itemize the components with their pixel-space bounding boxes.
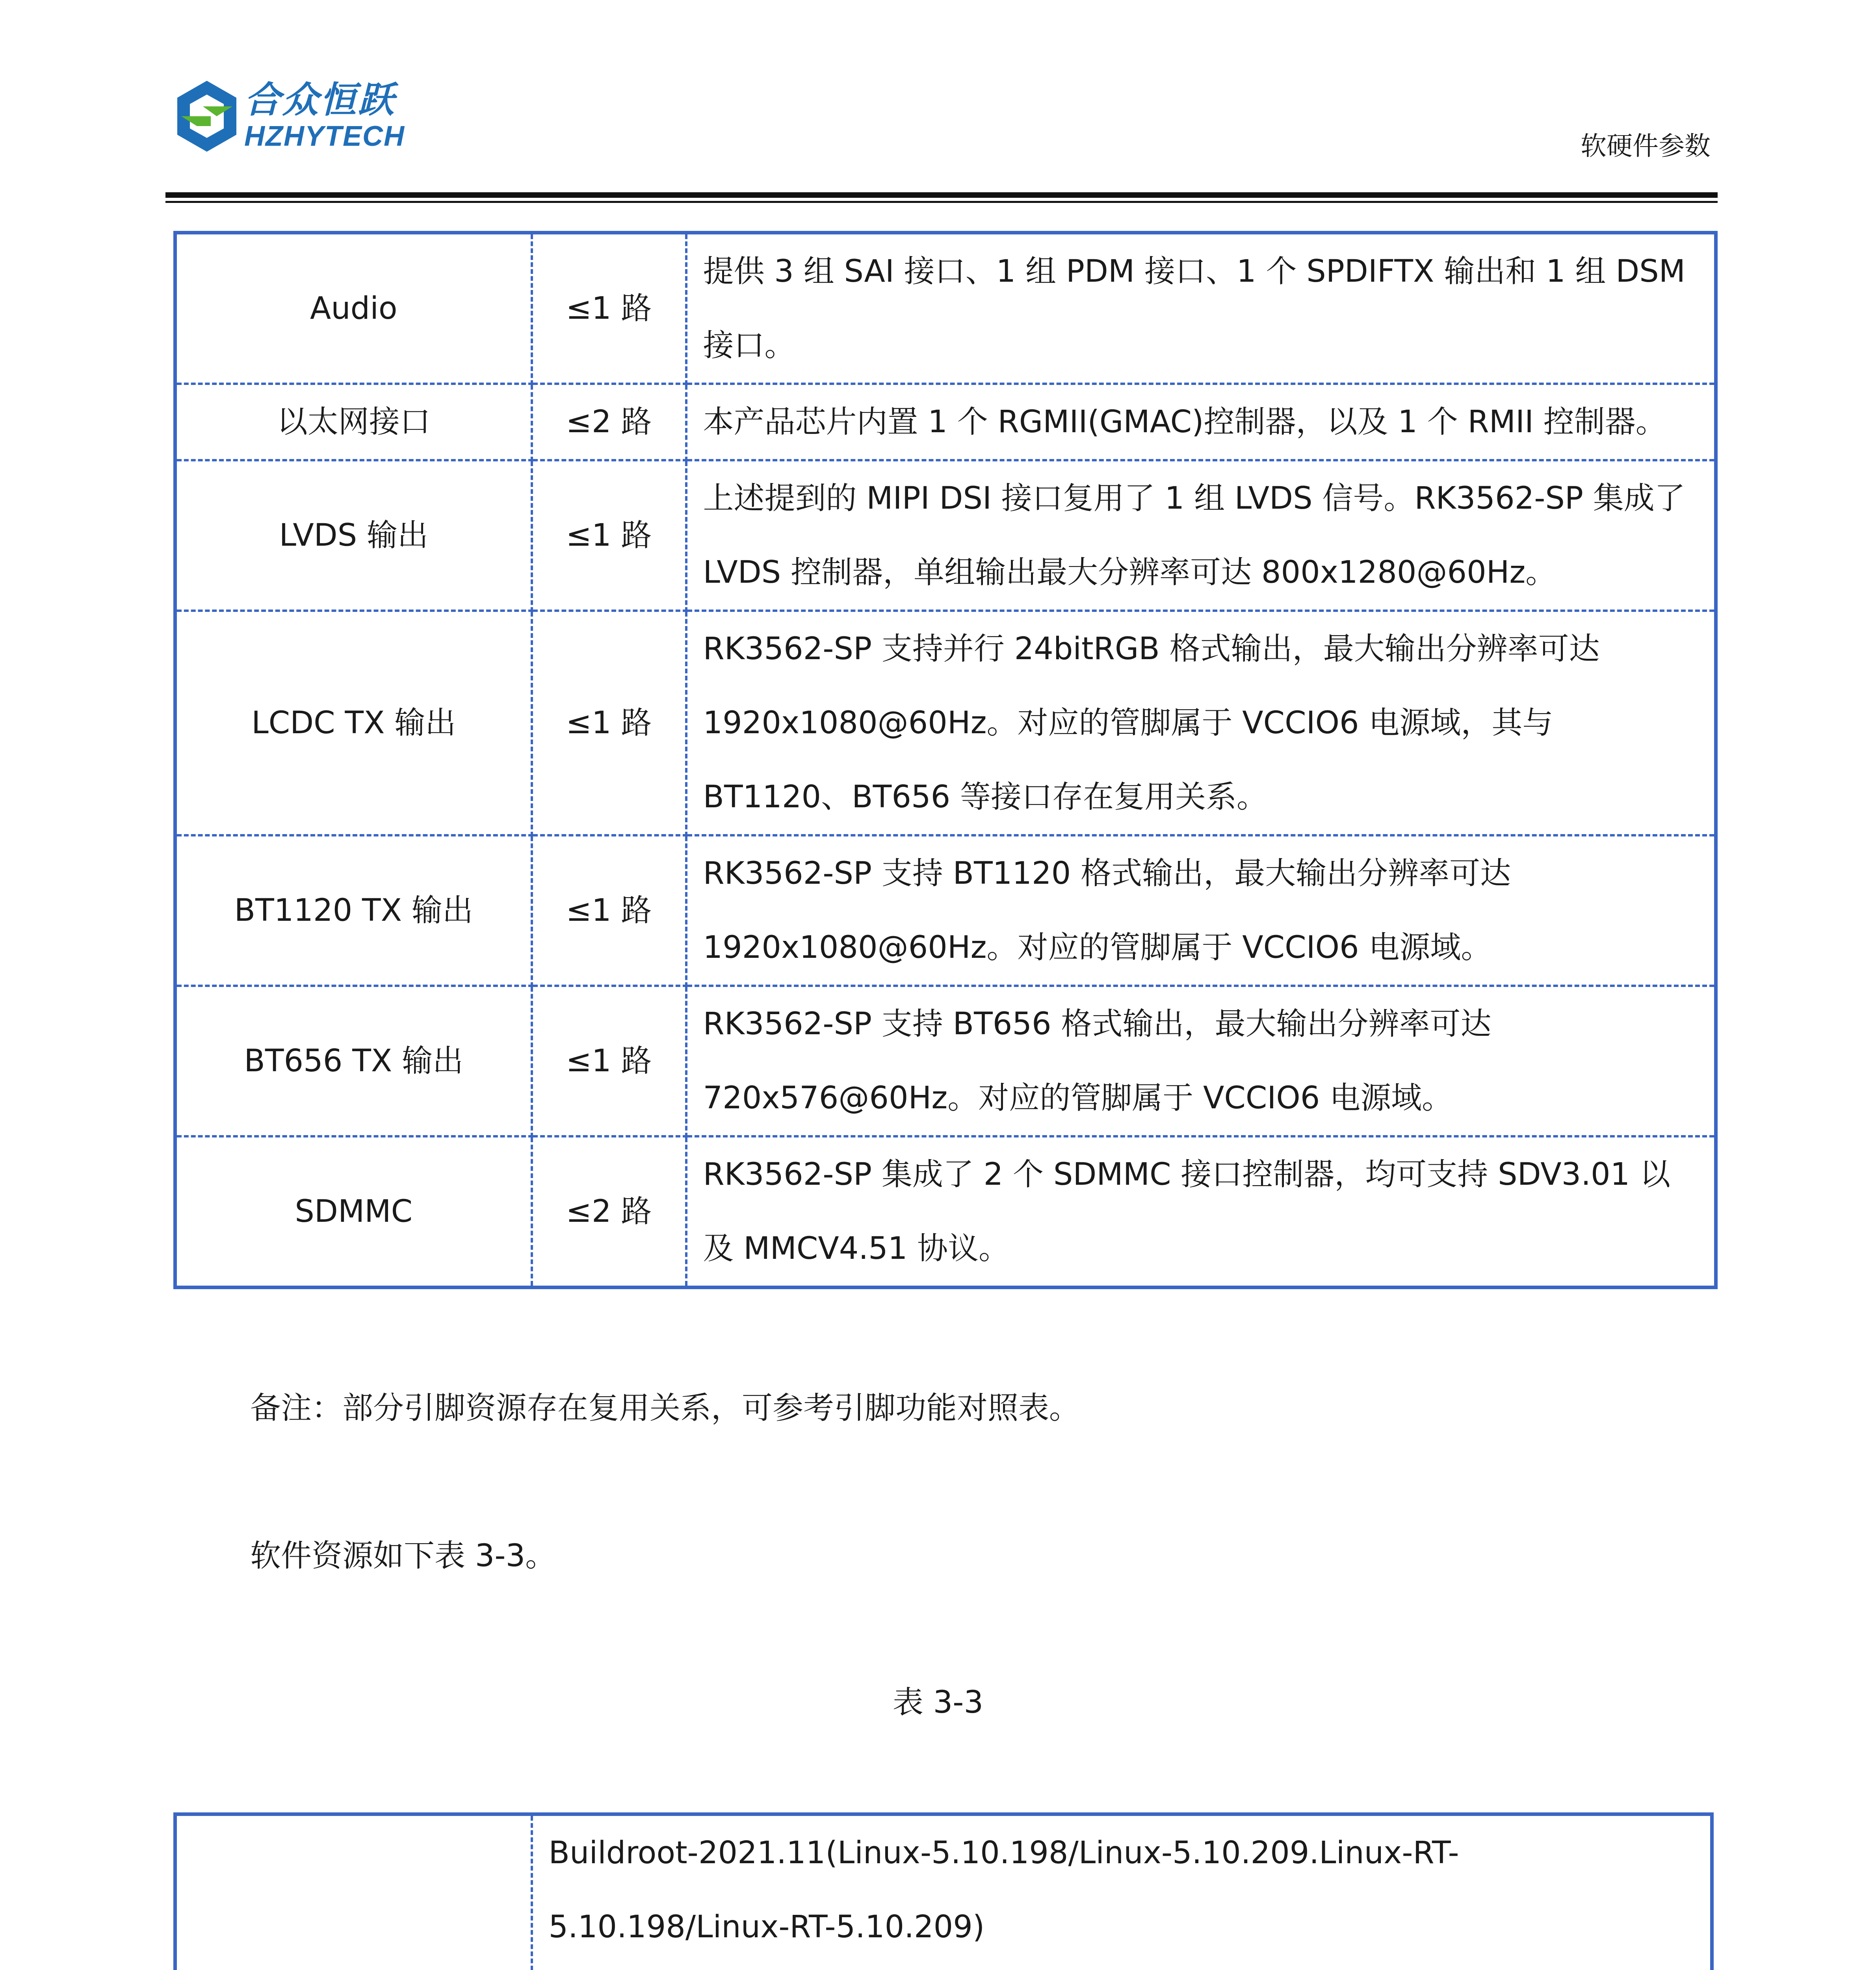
section-title: 软硬件参数: [1581, 131, 1711, 161]
table-row: [175, 611, 1716, 835]
logo-mark-icon: [173, 79, 240, 154]
row-desc: RK3562-SP 支持 BT1120 格式输出，最大输出分辨率可达 1920x1080@60Hz。对应的管脚属于 VCCIO6 电源域。: [686, 835, 1716, 986]
company-logo: [173, 79, 465, 158]
row-count: ≤1 路: [532, 233, 686, 384]
row-desc: RK3562-SP 集成了 2 个 SDMMC 接口控制器，均可支持 SDV3.01 以及 MMCV4.51 协议。: [686, 1136, 1716, 1288]
row-desc: 本产品芯片内置 1 个 RGMII(GMAC)控制器，以及 1 个 RMII 控制器。: [686, 384, 1716, 460]
row-count: ≤1 路: [532, 835, 686, 986]
row-name: 以太网接口: [175, 384, 532, 460]
table-row: [175, 1814, 1712, 1970]
header-rule-thick: [165, 192, 1718, 198]
os-line: [549, 1964, 1695, 1970]
table-row: [175, 835, 1716, 986]
row-name: LVDS 输出: [175, 460, 532, 611]
hardware-table: [173, 231, 1718, 1289]
row-name: Audio: [175, 233, 532, 384]
table-row: [175, 384, 1716, 460]
row-desc: 提供 3 组 SAI 接口、1 组 PDM 接口、1 个 SPDIFTX 输出和 1 组 DSM 接口。: [686, 233, 1716, 384]
row-count: ≤1 路: [532, 986, 686, 1136]
row-name: LCDC TX 输出: [175, 611, 532, 835]
row-name: BT1120 TX 输出: [175, 835, 532, 986]
logo-en-text: HZHYTECH: [244, 121, 405, 152]
row-desc: 上述提到的 MIPI DSI 接口复用了 1 组 LVDS 信号。RK3562-SP 集成了 LVDS 控制器，单组输出最大分辨率可达 800x1280@60Hz。: [686, 460, 1716, 611]
row-name: SDMMC: [175, 1136, 532, 1288]
logo-cn-text: 合众恒跃: [244, 79, 396, 121]
row-count: ≤2 路: [532, 1136, 686, 1288]
row-desc: RK3562-SP 支持并行 24bitRGB 格式输出，最大输出分辨率可达 1920x1080@60Hz。对应的管脚属于 VCCIO6 电源域，其与 BT1120、BT656 等接口存在复用关系。: [686, 611, 1716, 835]
os-line: Buildroot-2021.11(Linux-5.10.198/Linux-5.10.209.Linux-RT-5.10.198/Linux-RT-5.10.209): [548, 1835, 1459, 1945]
software-intro-text: 软件资源如下表 3-3。: [250, 1538, 556, 1574]
table-row: [175, 233, 1716, 384]
os-label: [175, 1814, 532, 1970]
table-row: [175, 986, 1716, 1136]
row-name: BT656 TX 输出: [175, 986, 532, 1136]
os-values: [532, 1814, 1712, 1970]
table-row: [175, 1136, 1716, 1288]
row-count: ≤1 路: [532, 460, 686, 611]
software-table: [173, 1812, 1714, 1970]
table-caption: 表 3-3: [892, 1685, 984, 1720]
header-rule-thin: [165, 201, 1718, 203]
row-count: ≤1 路: [532, 611, 686, 835]
row-desc: RK3562-SP 支持 BT656 格式输出，最大输出分辨率可达 720x576@60Hz。对应的管脚属于 VCCIO6 电源域。: [686, 986, 1716, 1136]
table-row: [175, 460, 1716, 611]
remark-text: 备注：部分引脚资源存在复用关系，可参考引脚功能对照表。: [250, 1390, 1080, 1426]
row-count: ≤2 路: [532, 384, 686, 460]
